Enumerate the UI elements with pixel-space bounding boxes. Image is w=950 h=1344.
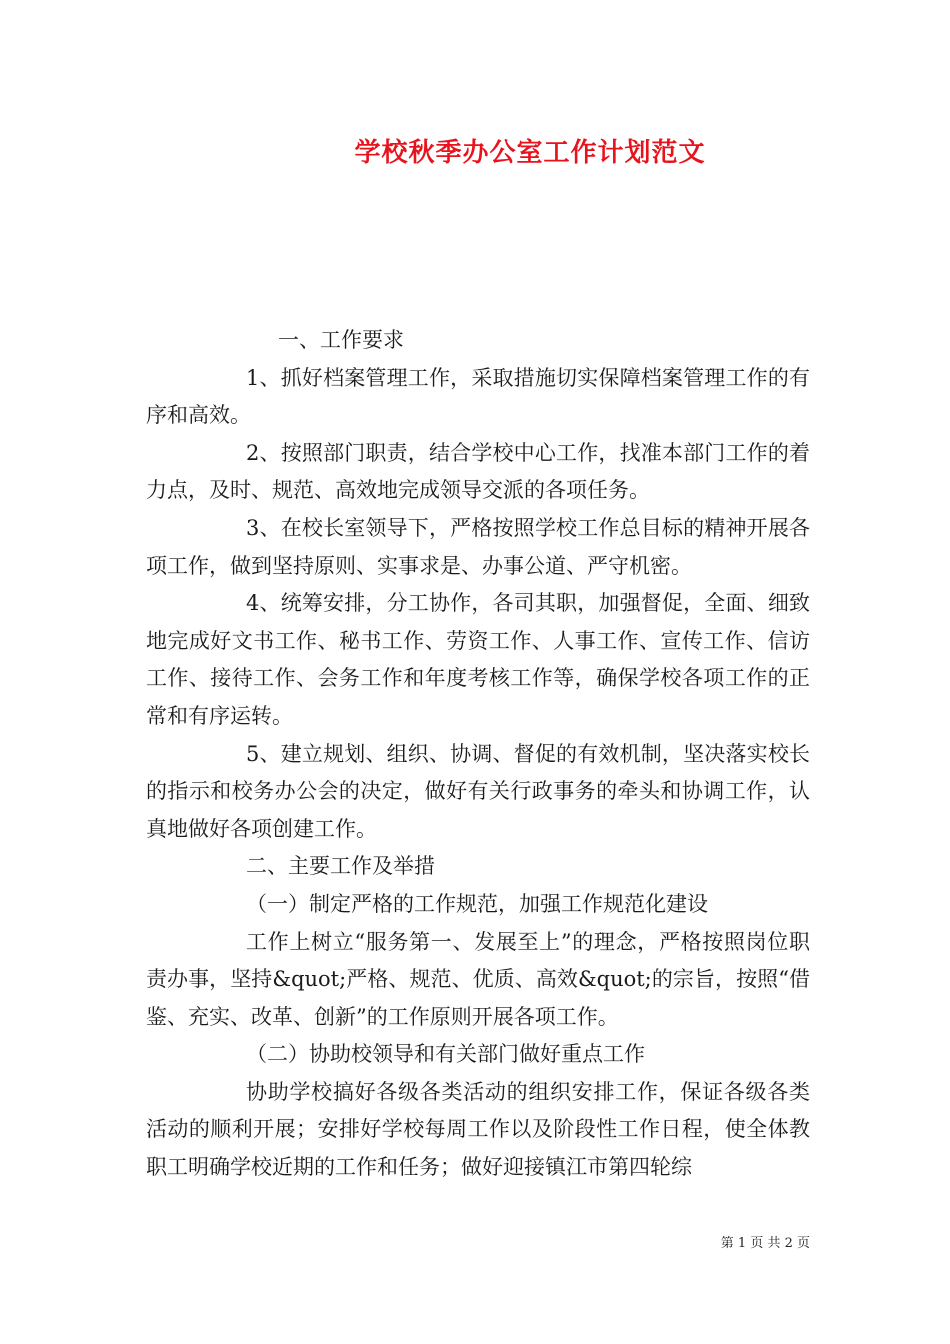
- section-heading-requirements: 一、工作要求: [278, 328, 404, 352]
- paragraph-requirement-1: 1、抓好档案管理工作，采取措施切实保障档案管理工作的有序和高效。: [146, 365, 810, 428]
- document-title: 学校秋季办公室工作计划范文: [354, 138, 706, 168]
- paragraph-requirement-2: 2、按照部门职责，结合学校中心工作，找准本部门工作的着力点，及时、规范、高效地完成领导交派的各项任务。: [146, 440, 810, 503]
- paragraph-requirement-5: 5、建立规划、组织、协调、督促的有效机制，坚决落实校长的指示和校务办公会的决定，做好有关行政事务的牵头和协调工作，认真地做好各项创建工作。: [146, 741, 810, 841]
- subsection-heading-2: （二）协助校领导和有关部门做好重点工作: [246, 1042, 645, 1067]
- paragraph-requirement-4: 4、统筹安排，分工协作，各司其职，加强督促，全面、细致地完成好文书工作、秘书工作、劳资工作、人事工作、宣传工作、信访工作、接待工作、会务工作和年度考核工作等，确保学校各项工作的正常和有序运转。: [146, 591, 810, 728]
- paragraph-subsection-1: 工作上树立“服务第一、发展至上”的理念，严格按照岗位职责办事，坚持&quot;严格、规范、优质、高效&quot;的宗旨，按照“借鉴、充实、改革、创新”的工作原则开展各项工作。: [146, 929, 810, 1029]
- page-number-footer: 第 1 页 共 2 页: [720, 1236, 810, 1251]
- paragraph-subsection-2: 协助学校搞好各级各类活动的组织安排工作，保证各级各类活动的顺利开展；安排好学校每周工作以及阶段性工作日程，使全体教职工明确学校近期的工作和任务；做好迎接镇江市第四轮综: [146, 1079, 810, 1180]
- subsection-heading-1: （一）制定严格的工作规范，加强工作规范化建设: [246, 891, 708, 916]
- section-heading-main-work: 二、主要工作及举措: [246, 854, 435, 879]
- paragraph-requirement-3: 3、在校长室领导下，严格按照学校工作总目标的精神开展各项工作，做到坚持原则、实事求是、办事公道、严守机密。: [146, 515, 810, 578]
- document-body: [146, 322, 810, 1187]
